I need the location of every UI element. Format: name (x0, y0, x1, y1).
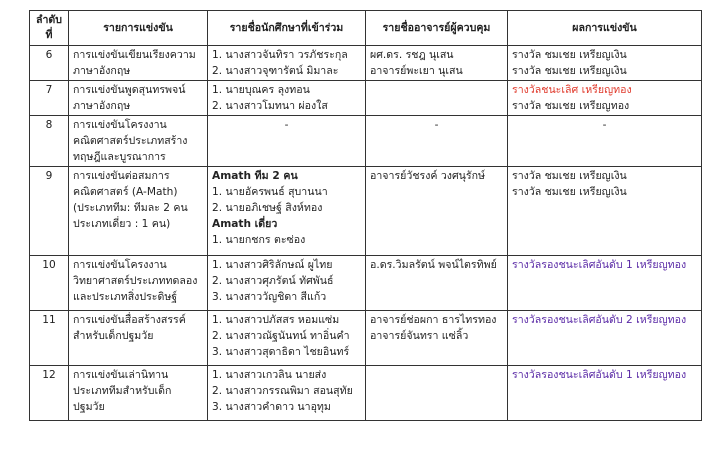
team-heading: Amath ทีม 2 คน (212, 170, 298, 182)
advisor-list (366, 366, 508, 421)
result-text: รางวัล ชมเชย เหรียญเงิน (512, 65, 627, 77)
advisor-name: อาจารย์พะเยา นุเสน (370, 65, 463, 77)
table-row (30, 116, 702, 167)
table-row (30, 366, 702, 421)
student-name: 3. นางสาววัญชิดา สีแก้ว (212, 291, 327, 303)
result-list (508, 256, 702, 311)
student-list (208, 81, 366, 116)
competition-name: การแข่งขันสื่อสร้างสรรค์สำหรับเด็กปฐมวัย (69, 311, 208, 366)
result-text: รางวัล ชมเชย เหรียญเงิน (512, 170, 627, 182)
table-row (30, 256, 702, 311)
advisor-list (366, 81, 508, 116)
advisor-list (366, 167, 508, 256)
header-competition: รายการแข่งขัน (69, 11, 208, 46)
student-name: 1. นางสาวเกวลิน นายส่ง (212, 369, 327, 381)
header-no: ลำดับที่ (30, 11, 69, 46)
student-name: 2. นางสาวจุฑารัตน์ มิมาละ (212, 65, 339, 77)
result-list (508, 167, 702, 256)
advisor-name: อ.ดร.วิมลรัตน์ พจน์ไตรทิพย์ (370, 259, 497, 271)
advisor-name: อาจารย์จันทรา แซ่ลิ้ว (370, 330, 469, 342)
advisor-name: ผศ.ดร. รชฎ นุเสน (370, 49, 454, 61)
student-name: 2. นายอภิเชษฐ์ สิงห์ทอง (212, 202, 323, 214)
row-number: 7 (30, 81, 69, 116)
result-list (508, 81, 702, 116)
result-list (508, 366, 702, 421)
result-text: รางวัลรองชนะเลิศอันดับ 2 เหรียญทอง (512, 314, 687, 326)
table-row (30, 311, 702, 366)
table-body (30, 46, 702, 421)
advisor-list (366, 311, 508, 366)
student-name: 2. นางสาวโมทนา ผ่องใส (212, 100, 328, 112)
student-name: 1. นายบุณคร ลุงทอน (212, 84, 310, 96)
student-name: 1. นางสาวศิริลักษณ์ ผูไทย (212, 259, 333, 271)
student-name: 1. นางสาวจันทิรา วรภัชระกุล (212, 49, 348, 61)
student-list (208, 366, 366, 421)
student-list (208, 167, 366, 256)
competition-name: การแข่งขันเขียนเรียงความภาษาอังกฤษ (69, 46, 208, 81)
student-name: 2. นางสาวกรรณพิมา สอนสุทัย (212, 385, 353, 397)
student-name: 2. นางสาวศุภรัตน์ ทัศพันธ์ (212, 275, 334, 287)
row-number: 9 (30, 167, 69, 256)
result-text: รางวัลรองชนะเลิศอันดับ 1 เหรียญทอง (512, 369, 687, 381)
row-number: 8 (30, 116, 69, 167)
row-number: 10 (30, 256, 69, 311)
student-name: 2. นางสาวณัฐนันทน์ ทาอิ่นคำ (212, 330, 350, 342)
advisor-name: อาจารย์วัชรงค์ วงศนุรักษ์ (370, 170, 485, 182)
competition-name: การแข่งขันต่อสมการคณิตศาสตร์ (A-Math) (ประเภททีม: ทีมละ 2 คน ประเภทเดี่ยว : 1 คน) (69, 167, 208, 256)
table-row (30, 46, 702, 81)
result-list (508, 311, 702, 366)
student-name: 3. นางสาวคำดาว นาอุทุม (212, 401, 331, 413)
row-number: 11 (30, 311, 69, 366)
row-number: 12 (30, 366, 69, 421)
team-heading: Amath เดี่ยว (212, 218, 278, 230)
header-results: ผลการแข่งขัน (508, 11, 702, 46)
student-list: - (208, 116, 366, 167)
student-list (208, 311, 366, 366)
result-list (508, 46, 702, 81)
competition-results-table (29, 10, 702, 421)
student-name: 1. นายอัครพนธ์ สุบานนา (212, 186, 328, 198)
table-row (30, 167, 702, 256)
table-row (30, 81, 702, 116)
student-list (208, 46, 366, 81)
row-number: 6 (30, 46, 69, 81)
advisor-name: อาจารย์ช่อผกา ธารไทรทอง (370, 314, 497, 326)
result-list: - (508, 116, 702, 167)
result-text: รางวัล ชมเชย เหรียญเงิน (512, 49, 627, 61)
result-text: รางวัล ชมเชย เหรียญเงิน (512, 186, 627, 198)
header-students: รายชื่อนักศึกษาที่เข้าร่วม (208, 11, 366, 46)
result-text: รางวัลรองชนะเลิศอันดับ 1 เหรียญทอง (512, 259, 687, 271)
advisor-list: - (366, 116, 508, 167)
competition-name: การแข่งขันพูดสุนทรพจน์ภาษาอังกฤษ (69, 81, 208, 116)
student-name: 1. นายกชกร ตะซ่อง (212, 234, 306, 246)
result-text: รางวัลชนะเลิศ เหรียญทอง (512, 84, 632, 96)
student-list (208, 256, 366, 311)
student-name: 1. นางสาวปภัสสร หอมแซ่ม (212, 314, 340, 326)
competition-name: การแข่งขันโครงงานคณิตศาสตร์ประเภทสร้างทฤษฎีและบูรณาการ (69, 116, 208, 167)
result-text: รางวัล ชมเชย เหรียญทอง (512, 100, 630, 112)
competition-name: การแข่งขันโครงงานวิทยาศาสตร์ประเภททดลองและประเภทสิ่งประดิษฐ์ (69, 256, 208, 311)
student-name: 3. นางสาวสุดาธิดา ไชยอินทร์ (212, 346, 350, 358)
advisor-list (366, 256, 508, 311)
header-advisors: รายชื่ออาจารย์ผู้ควบคุม (366, 11, 508, 46)
competition-name: การแข่งขันเล่านิทานประเภททีมสำหรับเด็กปฐมวัย (69, 366, 208, 421)
table-header-row (30, 11, 702, 46)
advisor-list (366, 46, 508, 81)
